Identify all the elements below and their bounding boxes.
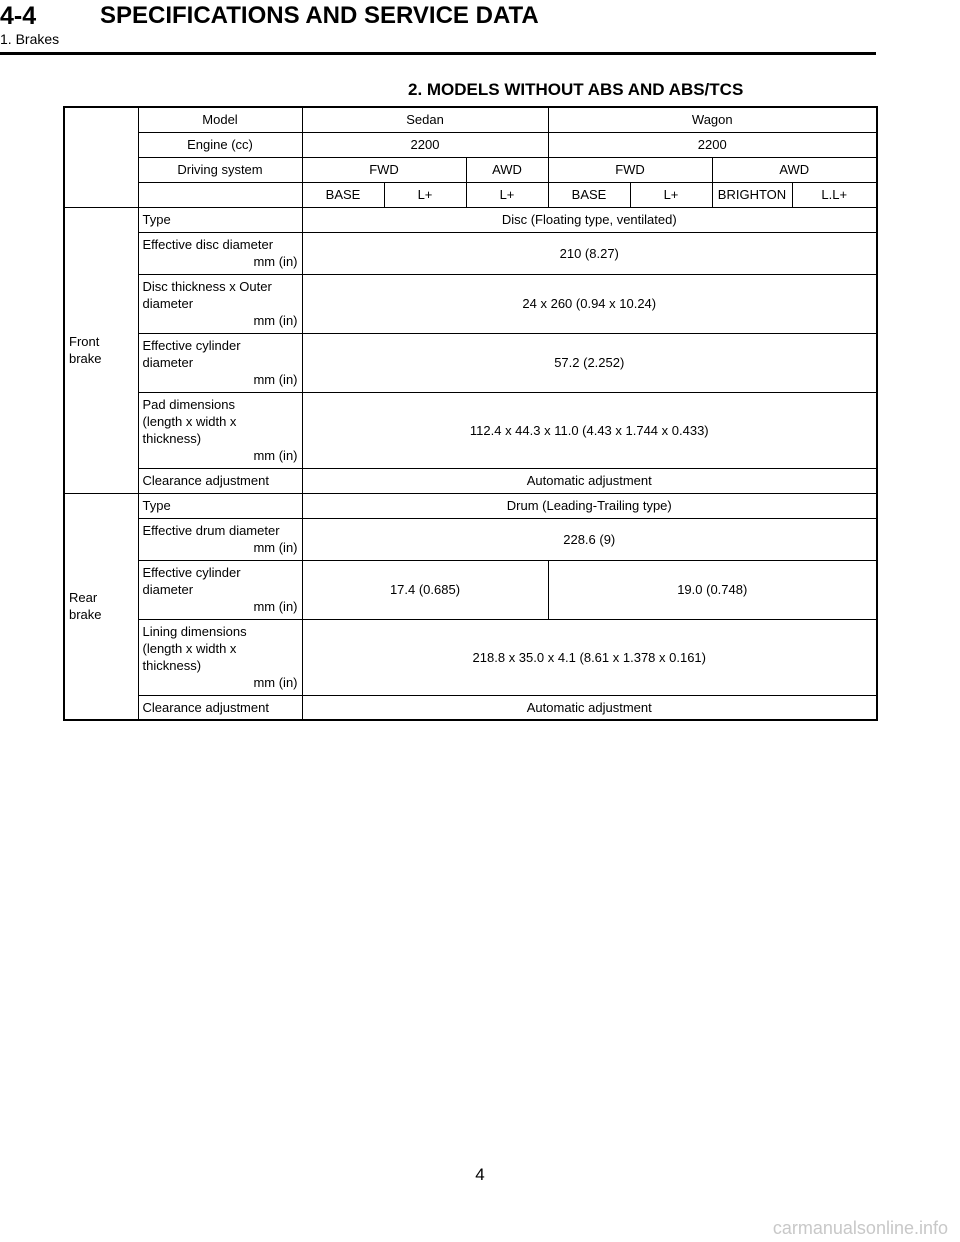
blank-grade-label <box>138 182 302 207</box>
group-line: Front <box>69 334 100 349</box>
table-row <box>64 560 877 619</box>
table-row <box>64 157 877 182</box>
front-pad-value: 112.4 x 44.3 x 11.0 (4.43 x 1.744 x 0.433) <box>302 392 877 468</box>
table-row <box>64 333 877 392</box>
front-disc-diameter-label: Effective disc diameter mm (in) <box>138 232 302 274</box>
front-pad-label: Pad dimensions (length x width x thickness) mm (in) <box>138 392 302 468</box>
sedan-header: Sedan <box>302 107 548 132</box>
grade-cell: L+ <box>630 182 712 207</box>
front-cylinder-value: 57.2 (2.252) <box>302 333 877 392</box>
drive-wagon-awd: AWD <box>712 157 877 182</box>
model-label: Model <box>138 107 302 132</box>
rear-type-value: Drum (Leading-Trailing type) <box>302 493 877 518</box>
front-clearance-value: Automatic adjustment <box>302 468 877 493</box>
page-number: 4 <box>475 1165 485 1184</box>
table-row <box>64 274 877 333</box>
front-type-label: Type <box>138 207 302 232</box>
table-row <box>64 518 877 560</box>
rear-brake-group <box>64 493 138 720</box>
table-row <box>64 182 877 207</box>
front-brake-group <box>64 207 138 493</box>
engine-sedan: 2200 <box>302 132 548 157</box>
rear-cylinder-wagon: 19.0 (0.748) <box>548 560 877 619</box>
table-row <box>64 468 877 493</box>
drive-sedan-fwd: FWD <box>302 157 466 182</box>
table-row <box>64 619 877 695</box>
section-number: 4-4 <box>0 2 37 30</box>
grade-cell: BASE <box>302 182 384 207</box>
engine-wagon: 2200 <box>548 132 877 157</box>
front-disc-diameter-value: 210 (8.27) <box>302 232 877 274</box>
table-row <box>64 207 877 232</box>
front-disc-thickness-value: 24 x 260 (0.94 x 10.24) <box>302 274 877 333</box>
rear-type-label: Type <box>138 493 302 518</box>
engine-label: Engine (cc) <box>138 132 302 157</box>
front-disc-thickness-label: Disc thickness x Outer diameter mm (in) <box>138 274 302 333</box>
rear-clearance-value: Automatic adjustment <box>302 695 877 720</box>
group-line: brake <box>69 351 102 366</box>
rear-clearance-label: Clearance adjustment <box>138 695 302 720</box>
page-title: SPECIFICATIONS AND SERVICE DATA <box>100 2 539 29</box>
wagon-header: Wagon <box>548 107 877 132</box>
header-rule <box>0 52 876 55</box>
group-line: brake <box>69 607 102 623</box>
grade-cell: BASE <box>548 182 630 207</box>
grade-cell: L+ <box>466 182 548 207</box>
blank-corner-cell <box>64 107 138 207</box>
drive-sedan-awd: AWD <box>466 157 548 182</box>
front-type-value: Disc (Floating type, ventilated) <box>302 207 877 232</box>
table-row <box>64 232 877 274</box>
table-row <box>64 695 877 720</box>
rear-drum-diameter-label: Effective drum diameter mm (in) <box>138 518 302 560</box>
chapter-subtitle: 1. Brakes <box>0 31 60 47</box>
grade-cell: BRIGHTON <box>712 182 792 207</box>
watermark: carmanualsonline.info <box>772 1218 948 1238</box>
table-row <box>64 107 877 132</box>
table-row <box>64 132 877 157</box>
driving-label: Driving system <box>138 157 302 182</box>
grade-cell: L+ <box>384 182 466 207</box>
drive-wagon-fwd: FWD <box>548 157 712 182</box>
rear-cylinder-label: Effective cylinder diameter mm (in) <box>138 560 302 619</box>
section-title: 2. MODELS WITHOUT ABS AND ABS/TCS <box>408 80 744 99</box>
rear-lining-value: 218.8 x 35.0 x 4.1 (8.61 x 1.378 x 0.161) <box>302 619 877 695</box>
group-line: Rear <box>69 590 98 606</box>
rear-lining-label: Lining dimensions (length x width x thickness) mm (in) <box>138 619 302 695</box>
spec-table <box>63 106 878 721</box>
table-row <box>64 392 877 468</box>
front-clearance-label: Clearance adjustment <box>138 468 302 493</box>
grade-cell: L.L+ <box>792 182 877 207</box>
rear-drum-diameter-value: 228.6 (9) <box>302 518 877 560</box>
rear-cylinder-sedan: 17.4 (0.685) <box>302 560 548 619</box>
front-cylinder-label: Effective cylinder diameter mm (in) <box>138 333 302 392</box>
table-row <box>64 493 877 518</box>
